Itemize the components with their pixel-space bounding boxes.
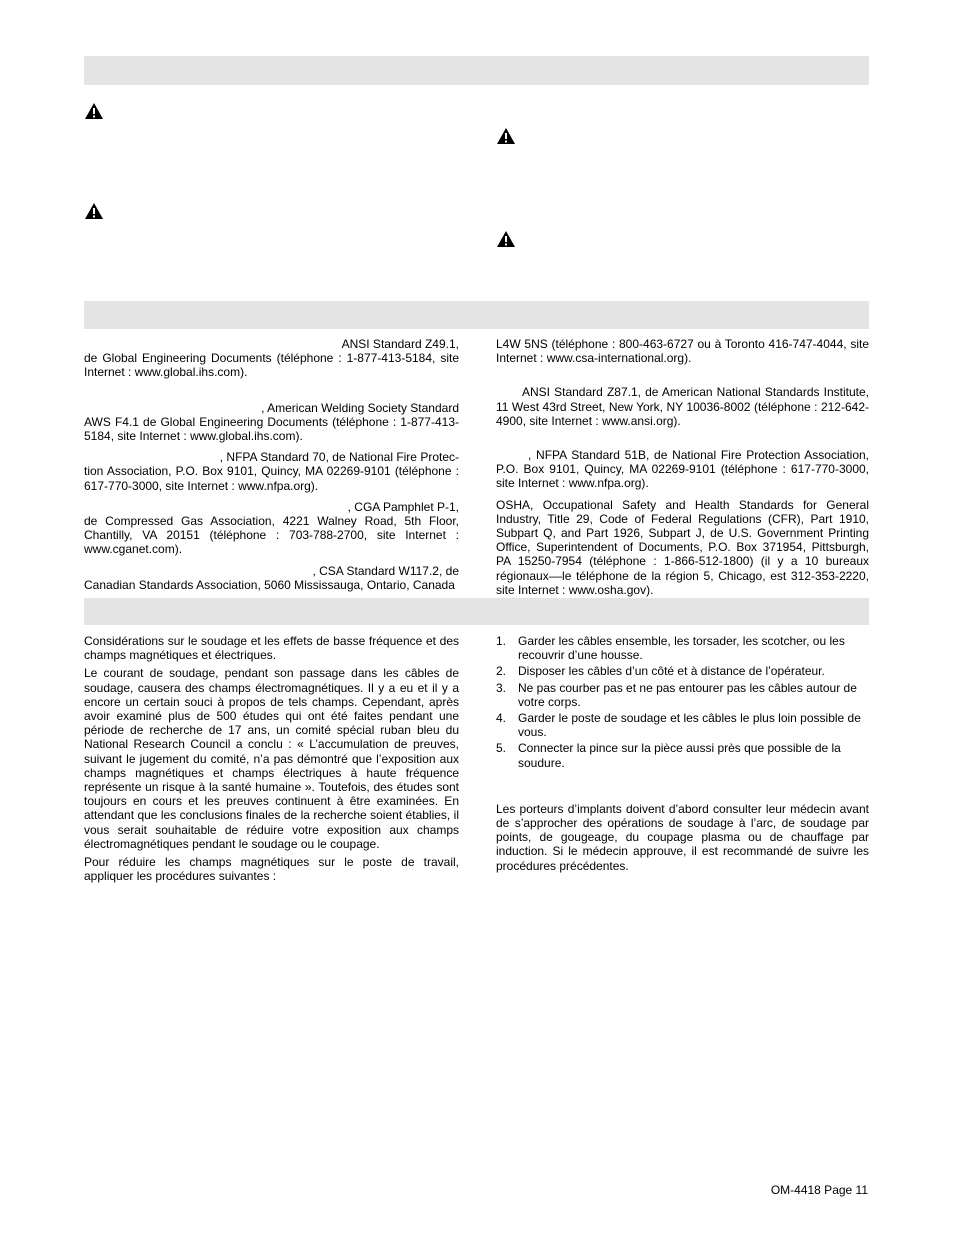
list-item	[496, 681, 869, 709]
list-item	[496, 664, 869, 678]
list-number: 4.	[496, 711, 507, 726]
list-text: Ne pas courber pas et ne pas entourer pas les câbles autour de votre corps.	[518, 680, 857, 709]
reference-lead: , CSA Standard W117.2, de	[312, 563, 459, 578]
warning-triangle-icon	[496, 230, 516, 248]
reference-lead: , NFPA Standard 70, de National Fire Protec-	[219, 450, 459, 465]
reference-lead: , American Welding Society Standard	[261, 400, 459, 415]
section-header-band-2	[84, 301, 869, 329]
list-item	[496, 634, 869, 662]
implants-paragraph: Les porteurs d’implants doivent d’abord consulter leur médecin avant de s’approcher des opérations de soudage à l’arc, de soudage par points, de gougeage, du coupage plasma ou de chauffage par induction. Si le médecin approuve, il est recommandé de suivre les procédures précédentes.	[496, 801, 869, 873]
list-number: 2.	[496, 664, 507, 679]
emf-paragraph: Pour réduire les champs magnétiques sur le poste de travail, appliquer les procédures suivantes :	[84, 855, 459, 884]
reference-lead: ANSI Standard Z49.1,	[341, 337, 459, 351]
list-text: Disposer les câbles d’un côté et à distance de l’opérateur.	[518, 664, 825, 679]
reference-item: , NFPA Standard 51B, de National Fire Protection Association, P.O. Box 9101, Quincy, MA 02269-9101 (téléphone : 617-770-3000, site Internet : www.nfpa.org).	[496, 448, 869, 491]
reference-body: Canadian Standards Association, 5060 Mississauga, Ontario, Canada	[84, 577, 455, 592]
reference-item	[84, 500, 459, 557]
emf-left-column	[84, 634, 459, 883]
section-header-band-1	[84, 56, 869, 85]
emf-paragraph: Considérations sur le soudage et les effets de basse fréquence et des champs magnétiques et électriques.	[84, 634, 459, 663]
reference-item: OSHA, Occupational Safety and Health Standards for General Industry, Title 29, Code of Federal Regulations (CFR), Part 1910, Subpart Q, and Part 1926, Subpart J, de U.S. Government Printing Office, Superintendent of Documents, P.O. Box 371954, Pittsburgh, PA 15250-7954 (téléphone : 1-866-512-1800) (il y a 10 bureaux régionaux––le téléphone de la région 5, Chicago, est 312-353-2220, site Internet : www.osha.gov).	[496, 497, 869, 597]
list-text: Connecter la pince sur la pièce aussi près que possible de la soudure.	[518, 741, 841, 770]
list-text: Garder les câbles ensemble, les torsader, les scotcher, ou les recouvrir d’une housse.	[518, 634, 845, 663]
reference-body: de Compressed Gas Association, 4221 Walney Road, 5th Floor, Chantilly, VA 20151 (téléphone : 703-788-2700, site Internet : www.cganet.com).	[84, 514, 459, 557]
list-item	[496, 711, 869, 739]
reference-lead: , CGA Pamphlet P-1,	[347, 499, 459, 514]
reference-body: tion Association, P.O. Box 9101, Quincy, MA 02269-9101 (téléphone : 617-770-3000, site Internet : www.nfpa.org).	[84, 464, 459, 493]
list-number: 3.	[496, 680, 507, 695]
reference-body: de Global Engineering Documents (téléphone : 1-877-413-5184, site Internet : www.global.ihs.com).	[84, 351, 459, 380]
list-text: Garder le poste de soudage et les câbles le plus loin possible de vous.	[518, 711, 861, 740]
list-number: 1.	[496, 634, 507, 648]
emf-paragraph: Le courant de soudage, pendant son passage dans les câbles de soudage, causera des champs électromagnétiques. Il y a eu et il y a encore un certain souci à propos de tels champs. Cependant, après avoir examiné plus de 500 études qui ont été faites pendant une période de recherche de 17 ans, un comité spécial ruban bleu du National Research Council a conclu : « L’accumulation de preuves, suivant le jugement du comité, n’a pas démontré que l’exposition aux champs magnétiques et champs électriques à haute fréquence représente un risque à la santé humaine ». Toutefois, des études sont toujours en cours et les preuves continuent à être examinées. En attendant que les conclusions finales de la recherche soient établies, il vous serait souhaitable de réduire votre exposition aux champs électromagnétiques pendant le soudage ou le coupage.	[84, 666, 459, 851]
emf-right-column	[496, 634, 869, 873]
reference-item	[84, 564, 459, 592]
warning-triangle-icon	[496, 127, 516, 145]
references-left-column	[84, 337, 459, 592]
section-header-band-3	[84, 598, 869, 625]
page-number: OM-4418 Page 11	[770, 1183, 868, 1197]
reference-item	[84, 337, 459, 380]
reference-item: ANSI Standard Z87.1, de American National Standards Institute, 11 West 43rd Street, New York, NY 10036-8002 (téléphone : 212-642-4900, site Internet : www.ansi.org).	[496, 385, 869, 428]
reference-item	[84, 401, 459, 444]
list-number: 5.	[496, 741, 507, 756]
warning-triangle-icon	[84, 202, 104, 220]
warning-triangle-icon	[84, 102, 104, 120]
references-right-column	[496, 337, 869, 597]
reference-body: AWS F4.1 de Global Engineering Documents (téléphone : 1-877-413-5184, site Internet : www.global.ihs.com).	[84, 414, 459, 444]
list-item	[496, 741, 869, 769]
emf-procedures-list	[496, 634, 869, 770]
reference-item	[84, 450, 459, 493]
reference-item: L4W 5NS (téléphone : 800-463-6727 ou à Toronto 416-747-4044, site Internet : www.csa-international.org).	[496, 337, 869, 366]
